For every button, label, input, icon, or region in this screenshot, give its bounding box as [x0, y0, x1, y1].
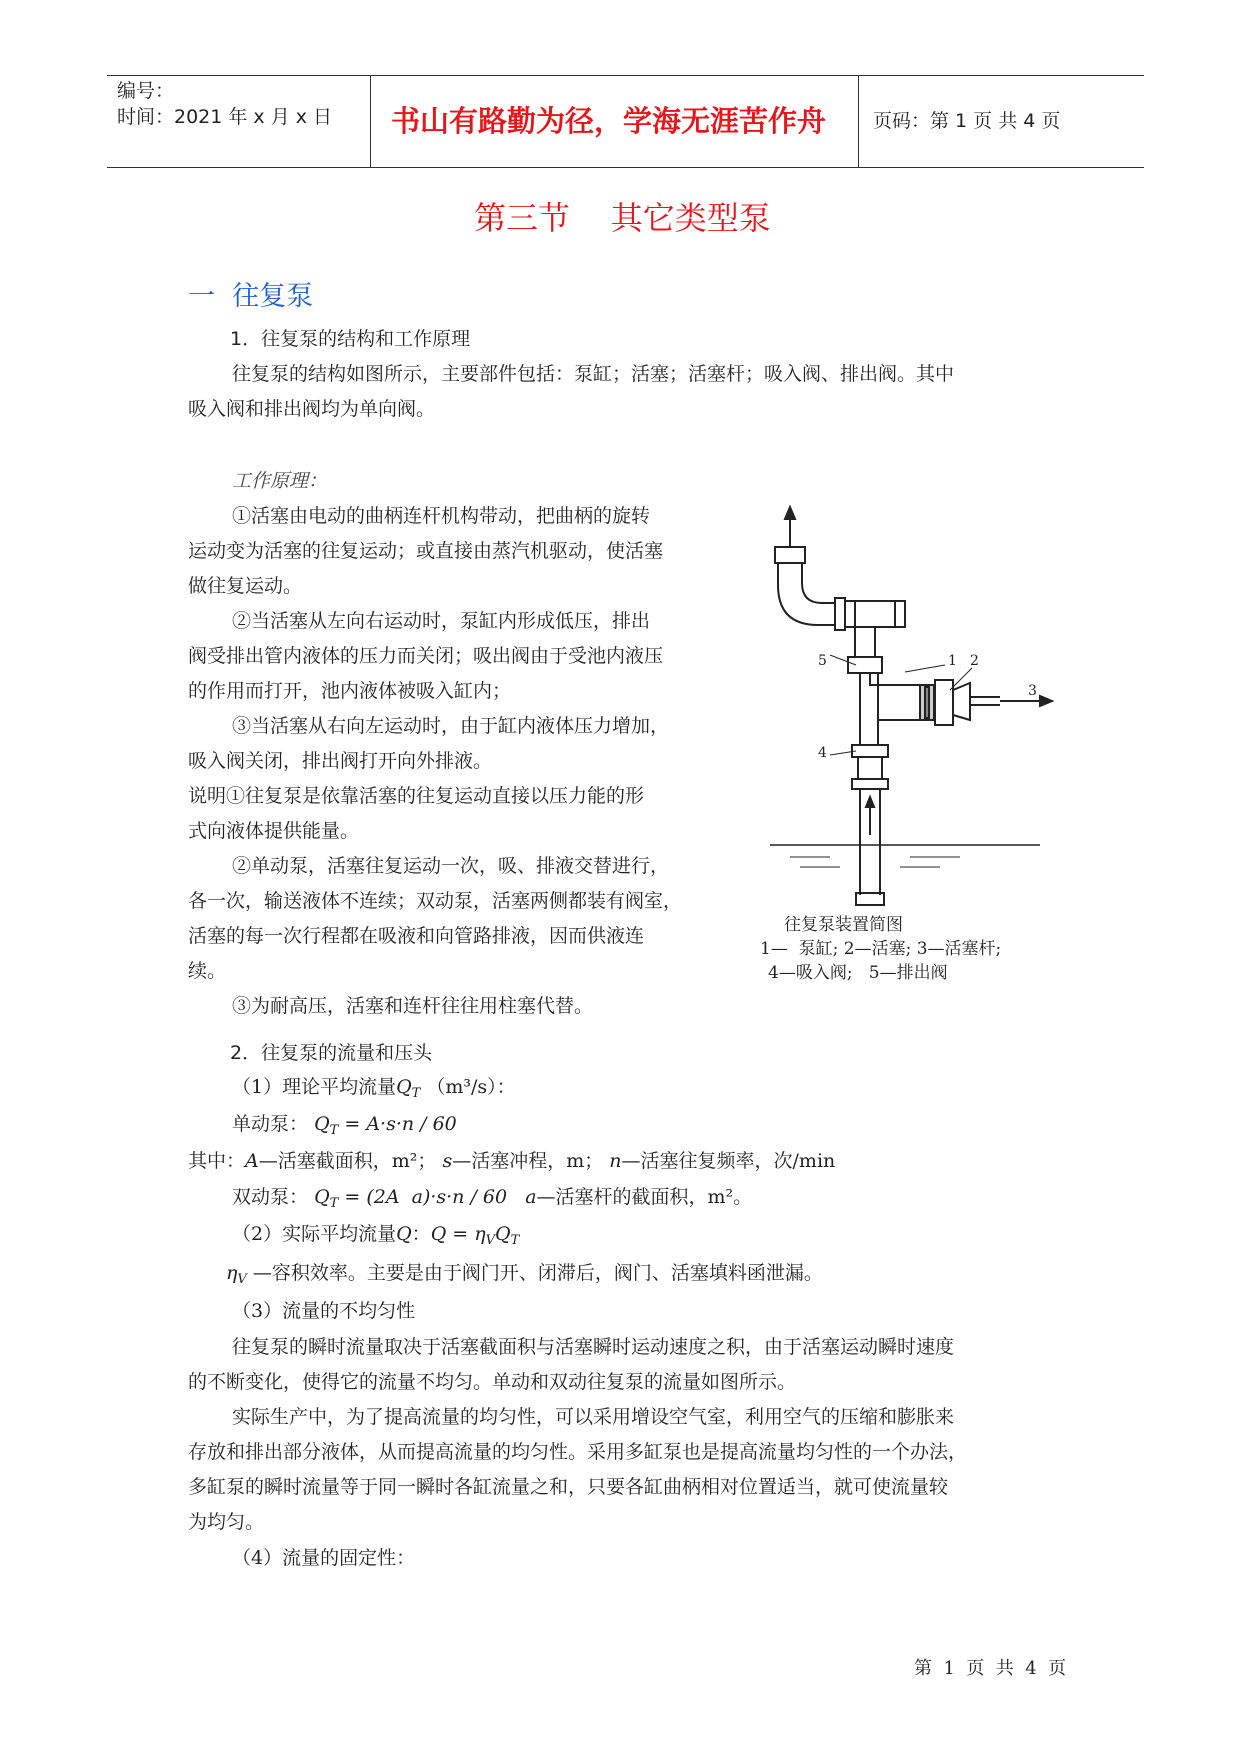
flow1-label: （1）理论平均流量	[232, 1076, 397, 1098]
double-lhs: $Q_T$	[314, 1186, 339, 1211]
figure-caption: 往复泵装置简图	[784, 915, 903, 935]
eta-desc: —容积效率。主要是由于阀门开、闭滞后，阀门、活塞填料函泄漏。	[252, 1262, 823, 1284]
symbol-q: Q	[396, 1223, 412, 1245]
single-acting-label: 单动泵：	[232, 1113, 309, 1135]
para4-line-4: 为均匀。	[188, 1511, 265, 1533]
header-time-label: 时间：2021 年 x 月 x 日	[117, 106, 333, 128]
subheading-flow-head: 2．往复泵的流量和压头	[230, 1042, 433, 1064]
header-page-code: 页码：第 1 页 共 4 页	[873, 110, 1061, 132]
header-number-label: 编号：	[117, 80, 175, 102]
single-acting-line: 单动泵： $Q_T = A\cdot s\cdot n / 60$	[232, 1113, 457, 1138]
symbol-a: A	[245, 1150, 259, 1172]
flow2-label: （2）实际平均流量	[232, 1223, 397, 1245]
para3-line-2: 的不断变化，使得它的流量不均匀。单动和双动往复泵的流量如图所示。	[188, 1371, 797, 1393]
double-acting-label: 双动泵：	[232, 1186, 309, 1208]
flow3-label: （3）流量的不均匀性	[232, 1300, 416, 1322]
flow2-colon: ：	[411, 1223, 431, 1245]
section-title: 第三节 其它类型泵	[474, 199, 771, 237]
flow4-label: （4）流量的固定性：	[232, 1547, 416, 1569]
principle-line-8: 吸入阀关闭，排出阀打开向外排液。	[188, 750, 493, 772]
reciprocating-pump-diagram	[760, 505, 1080, 915]
where-a-desc: —活塞截面积，m²；	[258, 1150, 437, 1172]
note-line-3: ②单动泵，活塞往复运动一次，吸、排液交替进行，	[232, 855, 670, 877]
note-line-5: 活塞的每一次行程都在吸液和向管路排液，因而供液连	[188, 925, 645, 947]
figure-legend-2: 4—吸入阀; 5—排出阀	[768, 963, 948, 983]
symbol-eta: $\eta_V$	[226, 1262, 247, 1287]
diagram-label-4: 4	[818, 745, 827, 761]
principle-line-3: 做往复运动。	[188, 575, 303, 597]
figure-legend-1: 1— 泵缸; 2—活塞; 3—活塞杆;	[760, 939, 1002, 959]
where-n-desc: —活塞往复频率，次/min	[621, 1150, 836, 1172]
principle-line-5: 阀受排出管内液体的压力而关闭；吸出阀由于受池内液压	[188, 645, 664, 667]
para4-line-3: 多缸泵的瞬时流量等于同一瞬时各缸流量之和，只要各缸曲柄相对位置适当，就可使流量较	[188, 1476, 949, 1498]
header-motto: 书山有路勤为径，学海无涯苦作舟	[391, 104, 827, 138]
work-principle-label: 工作原理：	[232, 470, 328, 492]
subheading-structure: 1．往复泵的结构和工作原理	[230, 328, 471, 350]
where-s-desc: —活塞冲程，m；	[452, 1150, 604, 1172]
intro-line-1: 往复泵的结构如图所示，主要部件包括：泵缸；活塞；活塞杆；吸入阀、排出阀。其中	[232, 363, 955, 385]
double-desc: —活塞杆的截面积，m²。	[536, 1186, 753, 1208]
note-line-1: 说明①往复泵是依靠活塞的往复运动直接以压力能的形	[188, 785, 645, 807]
symbol-small-a: a	[525, 1186, 537, 1208]
note-line-2: 式向液体提供能量。	[188, 820, 360, 842]
principle-line-6: 的作用而打开，池内液体被吸入缸内；	[188, 680, 512, 702]
diagram-label-3: 3	[1028, 683, 1037, 699]
note-line-6: 续。	[188, 960, 227, 982]
heading-reciprocating-pump: 一 往复泵	[188, 281, 314, 312]
symbol-n: n	[609, 1150, 622, 1172]
flow1-line	[232, 1070, 516, 1111]
para3-line-1: 往复泵的瞬时流量取决于活塞截面积与活塞瞬时运动速度之积，由于活塞运动瞬时速度	[232, 1336, 955, 1358]
diagram-label-5: 5	[818, 653, 827, 669]
where-prefix: 其中：	[188, 1150, 246, 1172]
note-line-7: ③为耐高压，活塞和连杆往往用柱塞代替。	[232, 995, 594, 1017]
flow2-formula: $Q = \eta_VQ_T$	[430, 1223, 520, 1248]
para4-line-1: 实际生产中，为了提高流量的均匀性，可以采用增设空气室，利用空气的压缩和膨胀来	[232, 1406, 955, 1428]
diagram-label-2: 2	[970, 653, 979, 669]
diagram-label-1: 1	[948, 653, 957, 669]
symbol-qt: $Q_T$	[396, 1076, 421, 1101]
single-formula: A·s·n / 60	[366, 1113, 457, 1135]
single-lhs: $Q_T$	[314, 1113, 339, 1138]
flow1-unit: （m³/s）：	[426, 1076, 516, 1098]
para4-line-2: 存放和排出部分液体，从而提高流量的均匀性。采用多缸泵也是提高流量均匀性的一个办法，	[188, 1441, 968, 1463]
page-footer: 第 1 页 共 4 页	[914, 1658, 1067, 1679]
eta-line	[226, 1256, 823, 1297]
principle-line-1: ①活塞由电动的曲柄连杆机构带动，把曲柄的旋转	[232, 505, 651, 527]
where-line	[188, 1144, 835, 1179]
double-acting-line: 双动泵： $Q_T = (2A$ a)·s·n / 60 a—活塞杆的截面积，m²。	[232, 1186, 753, 1211]
flow2-line	[232, 1217, 519, 1258]
principle-line-2: 运动变为活塞的往复运动；或直接由蒸汽机驱动，使活塞	[188, 540, 664, 562]
principle-line-7: ③当活塞从右向左运动时，由于缸内液体压力增加，	[232, 715, 670, 737]
note-line-4: 各一次，输送液体不连续；双动泵，活塞两侧都装有阀室，	[188, 890, 683, 912]
principle-line-4: ②当活塞从左向右运动时，泵缸内形成低压，排出	[232, 610, 651, 632]
double-formula: (2A a)·s·n / 60	[366, 1186, 508, 1208]
symbol-s: s	[442, 1150, 453, 1172]
intro-line-2: 吸入阀和排出阀均为单向阀。	[188, 398, 436, 420]
